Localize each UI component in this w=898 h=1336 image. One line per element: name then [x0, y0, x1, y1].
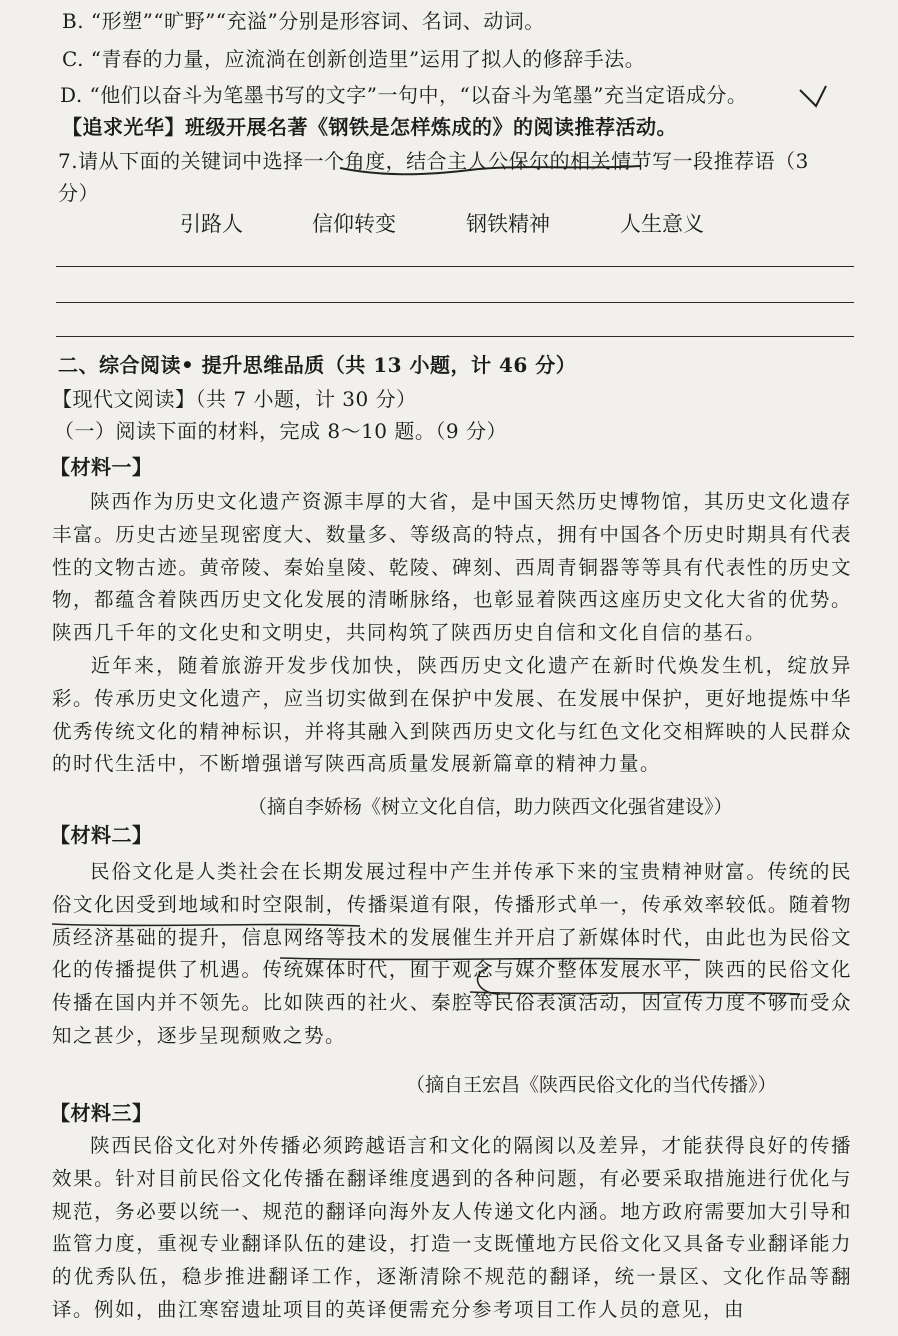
answer-line-2[interactable] — [56, 302, 854, 303]
keyword-steel-spirit: 钢铁精神 — [466, 212, 550, 236]
material-2-paragraph-1-text: 民俗文化是人类社会在长期发展过程中产生并传承下来的宝贵精神财富。传统的民俗文化因受到地域和时空限制，传播渠道有限，传播形式单一，传承效率较低。随着物质经济基础的提升，信息网络等技术的发展催生并开启了新媒体时代，由此也为民俗文化的传播提供了机遇。传统媒体时代，囿于观念与媒介整体发展水平，陕西的民俗文化传播在国内并不领先。比如陕西的社火、秦腔等民俗表演活动，因宣传力度不够而受众知之甚少，逐步呈现颓败之势。 — [52, 860, 852, 1047]
material-1-paragraph-2 — [52, 650, 852, 781]
option-c: C. “青春的力量，应流淌在创新创造里”运用了拟人的修辞手法。 — [62, 47, 646, 71]
material-1-paragraph-1-text: 陕西作为历史文化遗产资源丰厚的大省，是中国天然历史博物馆，其历史文化遗存丰富。历史古迹呈现密度大、数量多、等级高的特点，拥有中国各个历史时期具有代表性的文物古迹。黄帝陵、秦始皇陵、乾陵、碑刻、西周青铜器等等具有代表性的历史文物，都蕴含着陕西历史文化发展的清晰脉络，也彰显着陕西这座历史文化大省的优势。陕西几千年的文化史和文明史，共同构筑了陕西历史自信和文化自信的基石。 — [52, 490, 852, 645]
option-d: D. “他们以奋斗为笔墨书写的文字”一句中，“以奋斗为笔墨”充当定语成分。 — [60, 83, 748, 107]
activity-title: 【追求光华】班级开展名著《钢铁是怎样炼成的》的阅读推荐活动。 — [62, 115, 677, 139]
question-7-line-2: 分） — [58, 181, 99, 205]
material-2-heading: 【材料二】 — [50, 823, 153, 847]
subsection-title: 【现代文阅读】（共 7 小题，计 30 分） — [52, 387, 417, 411]
keyword-guide: 引路人 — [180, 212, 243, 236]
material-1-source: （摘自李娇杨《树立文化自信，助力陕西文化强省建设》） — [248, 796, 733, 818]
material-1-paragraph-2-text: 近年来，随着旅游开发步伐加快，陕西历史文化遗产在新时代焕发生机，绽放异彩。传承历史文化遗产，应当切实做到在保护中发展、在发展中保护，更好地提炼中华优秀传统文化的精神标识，并将其融入到陕西历史文化与红色文化交相辉映的人民群众的时代生活中，不断增强谱写陕西高质量发展新篇章的精神力量。 — [52, 654, 852, 776]
answer-line-1[interactable] — [56, 266, 854, 267]
material-1-heading: 【材料一】 — [50, 455, 153, 479]
section-title: 二、综合阅读• 提升思维品质（共 13 小题，计 46 分） — [58, 353, 577, 377]
option-b: B. “形塑”“旷野”“充溢”分别是形容词、名词、动词。 — [62, 9, 545, 33]
material-1-paragraph-1 — [52, 486, 852, 650]
part-1-instruction: （一）阅读下面的材料，完成 8～10 题。（9 分） — [54, 419, 507, 443]
material-3-paragraph-1 — [52, 1130, 852, 1327]
material-2-paragraph-1 — [52, 856, 852, 1053]
question-7-line-1: 7.请从下面的关键词中选择一个角度，结合主人公保尔的相关情节写一段推荐语（3 — [58, 149, 809, 173]
material-3-paragraph-1-text: 陕西民俗文化对外传播必须跨越语言和文化的隔阂以及差异，才能获得良好的传播效果。针对目前民俗文化传播在翻译维度遇到的各种问题，有必要采取措施进行优化与规范，务必要以统一、规范的翻译向海外友人传递文化内涵。地方政府需要加大引导和监管力度，重视专业翻译队伍的建设，打造一支既懂地方民俗文化又具备专业翻译能力的优秀队伍，稳步推进翻译工作，逐渐清除不规范的翻译，统一景区、文化作品等翻译。例如，曲江寒窑遗址项目的英译便需充分参考项目工作人员的意见，由 — [52, 1134, 852, 1321]
material-2-source: （摘自王宏昌《陕西民俗文化的当代传播》） — [406, 1074, 777, 1096]
keyword-life-meaning: 人生意义 — [620, 212, 704, 236]
material-3-heading: 【材料三】 — [50, 1101, 153, 1125]
answer-line-3[interactable] — [56, 336, 854, 337]
keyword-belief: 信仰转变 — [312, 212, 396, 236]
